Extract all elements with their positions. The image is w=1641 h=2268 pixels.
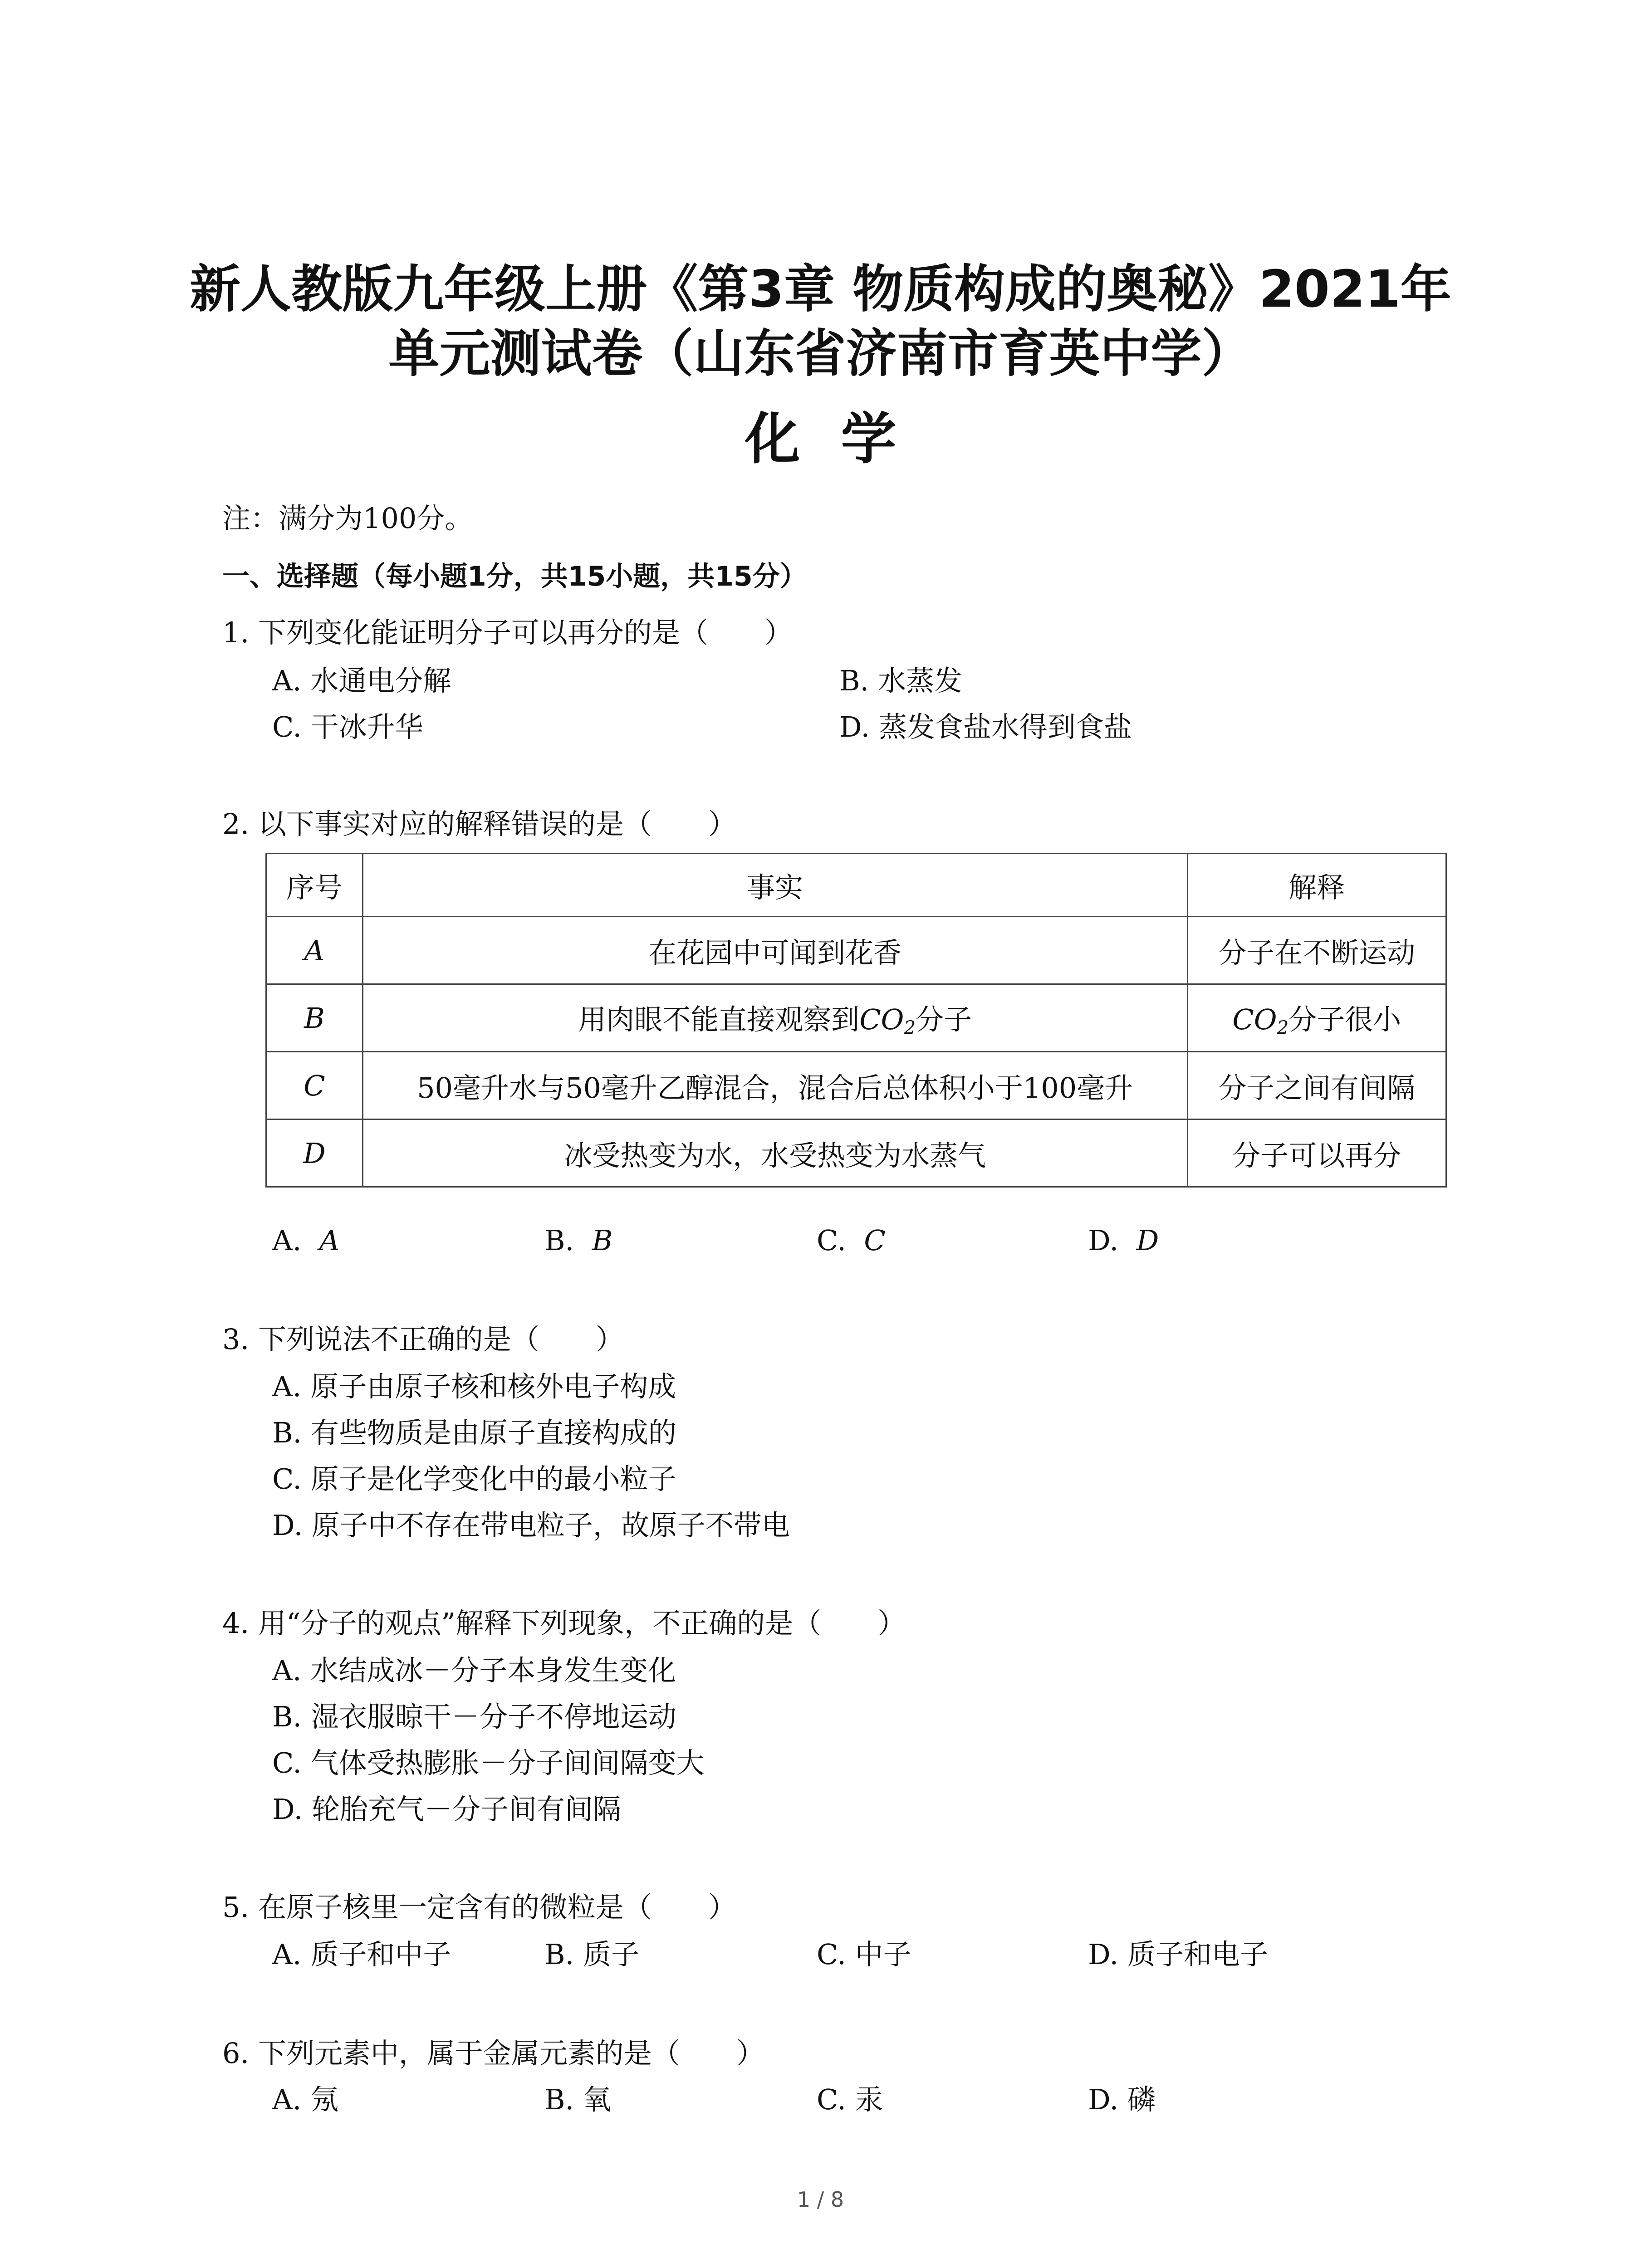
question-5-option-a: A. 质子和中子 bbox=[272, 1938, 451, 1971]
question-4-option-a: A. 水结成冰－分子本身发生变化 bbox=[272, 1654, 676, 1687]
question-3-option-d: D. 原子中不存在带电粒子，故原子不带电 bbox=[272, 1509, 790, 1542]
chem-subscript: 2 bbox=[1277, 1017, 1289, 1039]
row-explanation bbox=[1187, 984, 1446, 1052]
question-2-option-d bbox=[1088, 1225, 1159, 1256]
question-4-option-b: B. 湿衣服晾干－分子不停地运动 bbox=[272, 1700, 676, 1733]
question-1-option-b: B. 水蒸发 bbox=[839, 664, 962, 697]
option-label: B. bbox=[544, 1224, 574, 1257]
subject-title: 化学 bbox=[745, 407, 937, 471]
question-1-option-c: C. 干冰升华 bbox=[272, 710, 423, 743]
question-6-option-d: D. 磷 bbox=[1088, 2083, 1156, 2116]
question-2-option-b bbox=[544, 1225, 612, 1256]
fact-text: 分子 bbox=[916, 1003, 972, 1036]
row-id: B bbox=[266, 984, 363, 1052]
option-value: A bbox=[319, 1224, 340, 1257]
question-4-option-d: D. 轮胎充气－分子间有间隔 bbox=[272, 1793, 621, 1826]
question-4-option-c: C. 气体受热膨胀－分子间间隔变大 bbox=[272, 1746, 705, 1779]
option-label: A. bbox=[272, 1224, 302, 1257]
question-3-stem: 3. 下列说法不正确的是（ ） bbox=[222, 1323, 624, 1356]
exam-title-line1: 新人教版九年级上册《第3章 物质构成的奥秘》2021年 bbox=[190, 260, 1451, 319]
chem-formula: CO bbox=[859, 1003, 904, 1036]
question-4-stem: 4. 用“分子的观点”解释下列现象，不正确的是（ ） bbox=[222, 1607, 906, 1640]
page-number: 1 / 8 bbox=[797, 2187, 844, 2212]
question-3-option-a: A. 原子由原子核和核外电子构成 bbox=[272, 1370, 676, 1403]
question-1-option-a: A. 水通电分解 bbox=[272, 664, 451, 697]
question-1-stem: 1. 下列变化能证明分子可以再分的是（ ） bbox=[222, 616, 793, 649]
option-label: C. bbox=[817, 1224, 846, 1257]
question-6-stem: 6. 下列元素中，属于金属元素的是（ ） bbox=[222, 2037, 764, 2070]
question-6-option-c: C. 汞 bbox=[817, 2083, 883, 2116]
table-header-row bbox=[266, 854, 1446, 917]
row-explanation: 分子可以再分 bbox=[1187, 1119, 1446, 1187]
exam-title-line2: 单元测试卷（山东省济南市育英中学） bbox=[388, 324, 1253, 383]
question-3-option-c: C. 原子是化学变化中的最小粒子 bbox=[272, 1462, 676, 1496]
header-cell-explanation: 解释 bbox=[1187, 854, 1446, 917]
question-6-option-a: A. 氖 bbox=[272, 2083, 339, 2116]
question-5-option-c: C. 中子 bbox=[817, 1938, 911, 1971]
row-id: A bbox=[266, 917, 363, 984]
question-3-option-b: B. 有些物质是由原子直接构成的 bbox=[272, 1416, 676, 1449]
row-fact: 在花园中可闻到花香 bbox=[362, 917, 1187, 984]
fact-text: 用肉眼不能直接观察到 bbox=[578, 1003, 860, 1036]
question-6-option-b: B. 氧 bbox=[544, 2083, 611, 2116]
row-id: C bbox=[266, 1052, 363, 1119]
header-cell-number: 序号 bbox=[266, 854, 363, 917]
chem-formula: CO bbox=[1232, 1003, 1277, 1036]
header-cell-fact: 事实 bbox=[362, 854, 1187, 917]
question-2-stem: 2. 以下事实对应的解释错误的是（ ） bbox=[222, 807, 736, 841]
table-row bbox=[266, 1052, 1446, 1119]
table-row bbox=[266, 917, 1446, 984]
option-value: B bbox=[592, 1224, 613, 1257]
row-fact: 50毫升水与50毫升乙醇混合，混合后总体积小于100毫升 bbox=[362, 1052, 1187, 1119]
option-value: C bbox=[864, 1224, 886, 1257]
question-2-option-c bbox=[817, 1225, 886, 1256]
table-row bbox=[266, 1119, 1446, 1187]
question-1-option-d: D. 蒸发食盐水得到食盐 bbox=[839, 710, 1132, 743]
question-2-option-a bbox=[272, 1225, 340, 1256]
question-5-stem: 5. 在原子核里一定含有的微粒是（ ） bbox=[222, 1891, 736, 1924]
row-fact: 冰受热变为水，水受热变为水蒸气 bbox=[362, 1119, 1187, 1187]
score-note: 注：满分为100分。 bbox=[222, 502, 473, 535]
row-id: D bbox=[266, 1119, 363, 1187]
section-heading: 一、选择题（每小题1分，共15小题，共15分） bbox=[222, 561, 807, 592]
question-5-option-d: D. 质子和电子 bbox=[1088, 1938, 1268, 1971]
table-row bbox=[266, 984, 1446, 1052]
explain-text: 分子很小 bbox=[1288, 1003, 1401, 1036]
row-fact bbox=[362, 984, 1187, 1052]
facts-table bbox=[265, 853, 1447, 1188]
option-label: D. bbox=[1088, 1224, 1119, 1257]
chem-subscript: 2 bbox=[904, 1017, 916, 1039]
row-explanation: 分子之间有间隔 bbox=[1187, 1052, 1446, 1119]
option-value: D bbox=[1136, 1224, 1159, 1257]
row-explanation: 分子在不断运动 bbox=[1187, 917, 1446, 984]
question-5-option-b: B. 质子 bbox=[544, 1938, 639, 1971]
